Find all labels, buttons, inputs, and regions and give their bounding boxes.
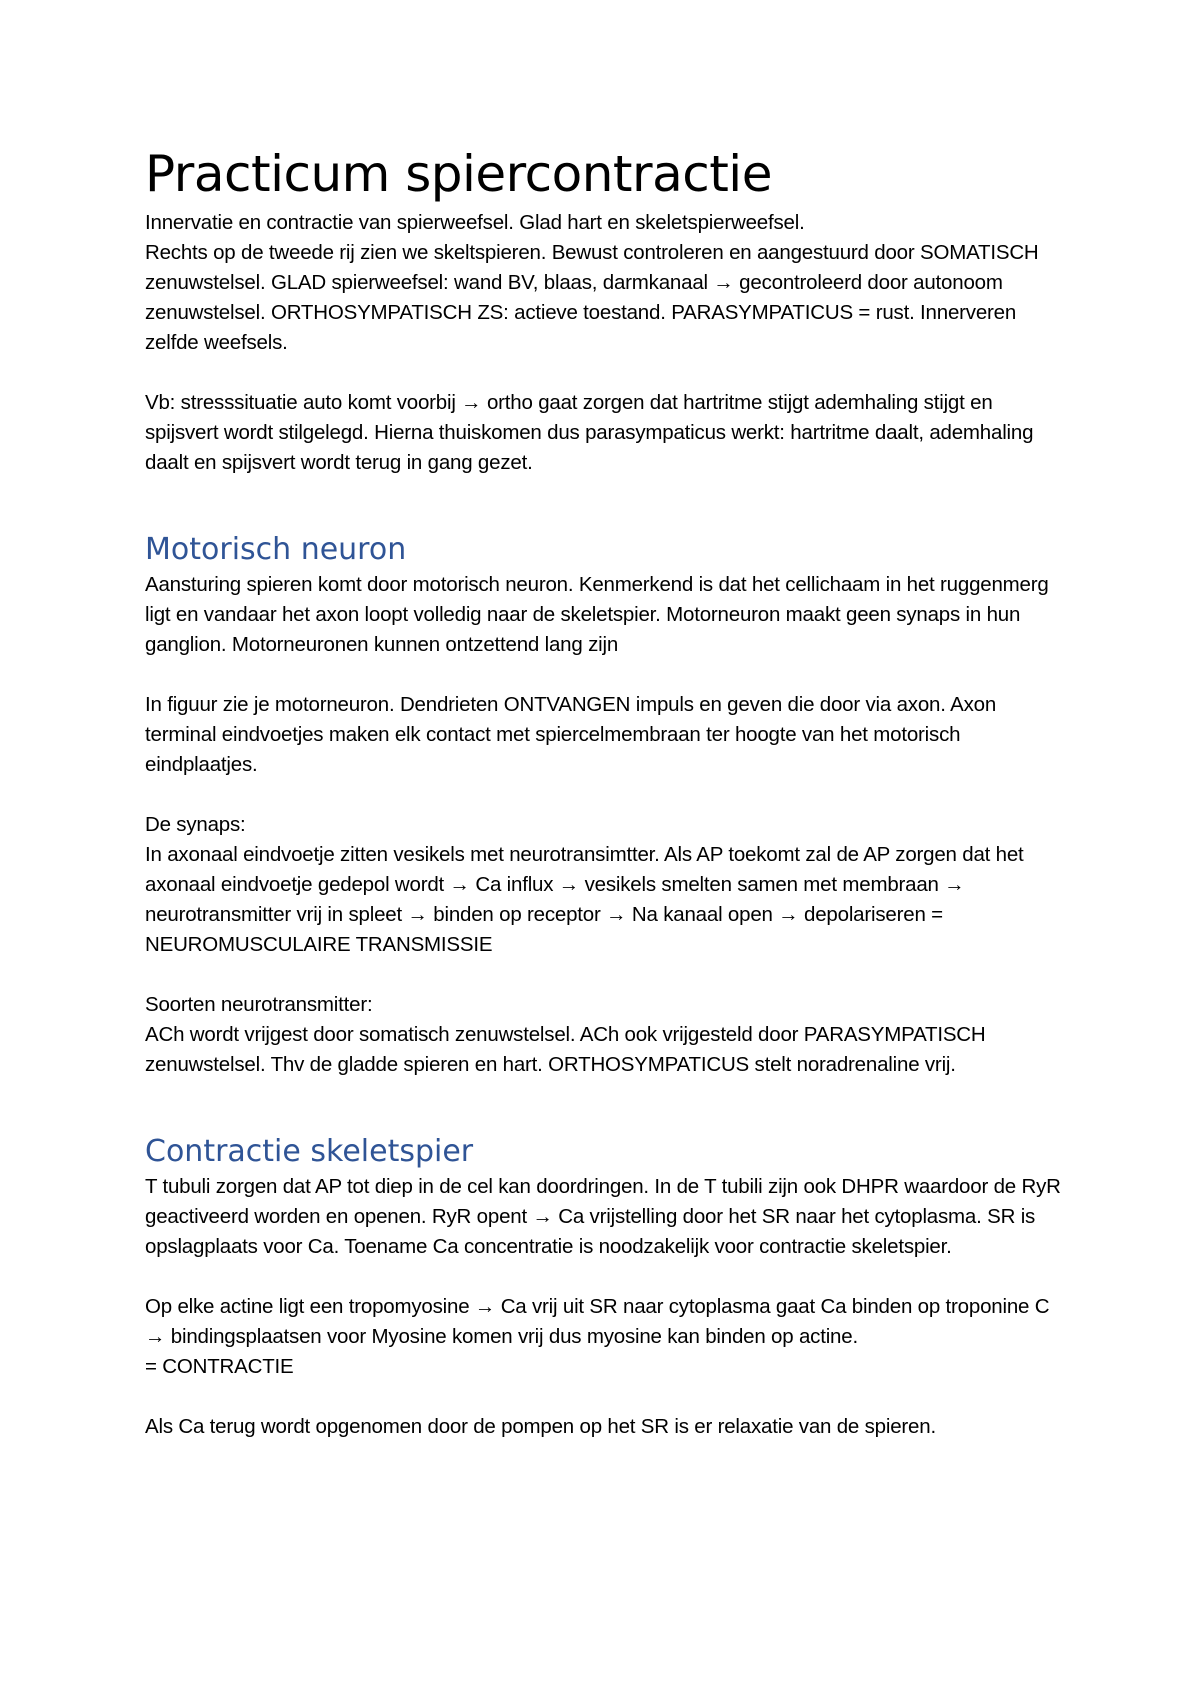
contractie-paragraph-2: Op elke actine ligt een tropomyosine → Ca vrij uit SR naar cytoplasma gaat Ca binden op troponine C → bindingsplaatsen voor Myosine komen vrij dus myosine kan binden op actine. [145,1295,1050,1348]
contractie-paragraph-1: T tubuli zorgen dat AP tot diep in de cel kan doordringen. In de T tubili zijn ook DHPR waardoor de RyR geactiveerd worden en openen. RyR opent → Ca vrijstelling door het SR naar het cytoplasma. SR is opslagplaats voor Ca. Toename Ca concentratie is noodzakelijk voor contractie skeletspier. [145,1175,1061,1258]
contractie-paragraph-2-line-2: = CONTRACTIE [145,1355,294,1378]
neurotransmitter-paragraph: ACh wordt vrijgest door somatisch zenuwstelsel. ACh ook vrijgesteld door PARASYMPATISCH zenuwstelsel. Thv de gladde spieren en hart. ORTHOSYMPATICUS stelt noradrenaline vrij. [145,1023,986,1076]
neurotransmitter-label: Soorten neurotransmitter: [145,993,373,1016]
document-page [145,140,1070,1442]
motorisch-neuron-paragraph-2: In figuur zie je motorneuron. Dendrieten ONTVANGEN impuls en geven die door via axon. Axon terminal eindvoetjes maken elk contact met spiercelmembraan ter hoogte van het motorisch eindplaatjes. [145,693,997,776]
synaps-label: De synaps: [145,813,246,836]
contractie-paragraph-3: Als Ca terug wordt opgenomen door de pompen op het SR is er relaxatie van de spieren. [145,1415,936,1438]
example-paragraph: Vb: stresssituatie auto komt voorbij → ortho gaat zorgen dat hartritme stijgt ademhaling stijgt en spijsvert wordt stilgelegd. Hierna thuiskomen dus parasympaticus werkt: hartritme daalt, ademhaling daalt en spijsvert wordt terug in gang gezet. [145,391,1034,474]
page-title: Practicum spiercontractie [145,145,772,203]
synaps-paragraph: In axonaal eindvoetje zitten vesikels met neurotransimtter. Als AP toekomt zal de AP zorgen dat het axonaal eindvoetje gedepol wordt → Ca influx → vesikels smelten samen met membraan → neurotransmitter vrij in spleet → binden op receptor → Na kanaal open → depolariseren = NEUROMUSCULAIRE TRANSMISSIE [145,843,1024,956]
section-heading-contractie-skeletspier: Contractie skeletspier [145,1134,474,1169]
motorisch-neuron-paragraph-1: Aansturing spieren komt door motorisch neuron. Kenmerkend is dat het cellichaam in het ruggenmerg ligt en vandaar het axon loopt volledig naar de skeletspier. Motorneuron maakt geen synaps in hun ganglion. Motorneuronen kunnen ontzettend lang zijn [145,573,1049,656]
section-heading-motorisch-neuron: Motorisch neuron [145,532,407,567]
intro-paragraph: Rechts op de tweede rij zien we skeltspieren. Bewust controleren en aangestuurd door SOMATISCH zenuwstelsel. GLAD spierweefsel: wand BV, blaas, darmkanaal → gecontroleerd door autonoom zenuwstelsel. ORTHOSYMPATISCH ZS: actieve toestand. PARASYMPATICUS = rust. Innerveren zelfde weefsels. [145,241,1039,354]
intro-line-1: Innervatie en contractie van spierweefsel. Glad hart en skeletspierweefsel. [145,211,805,234]
